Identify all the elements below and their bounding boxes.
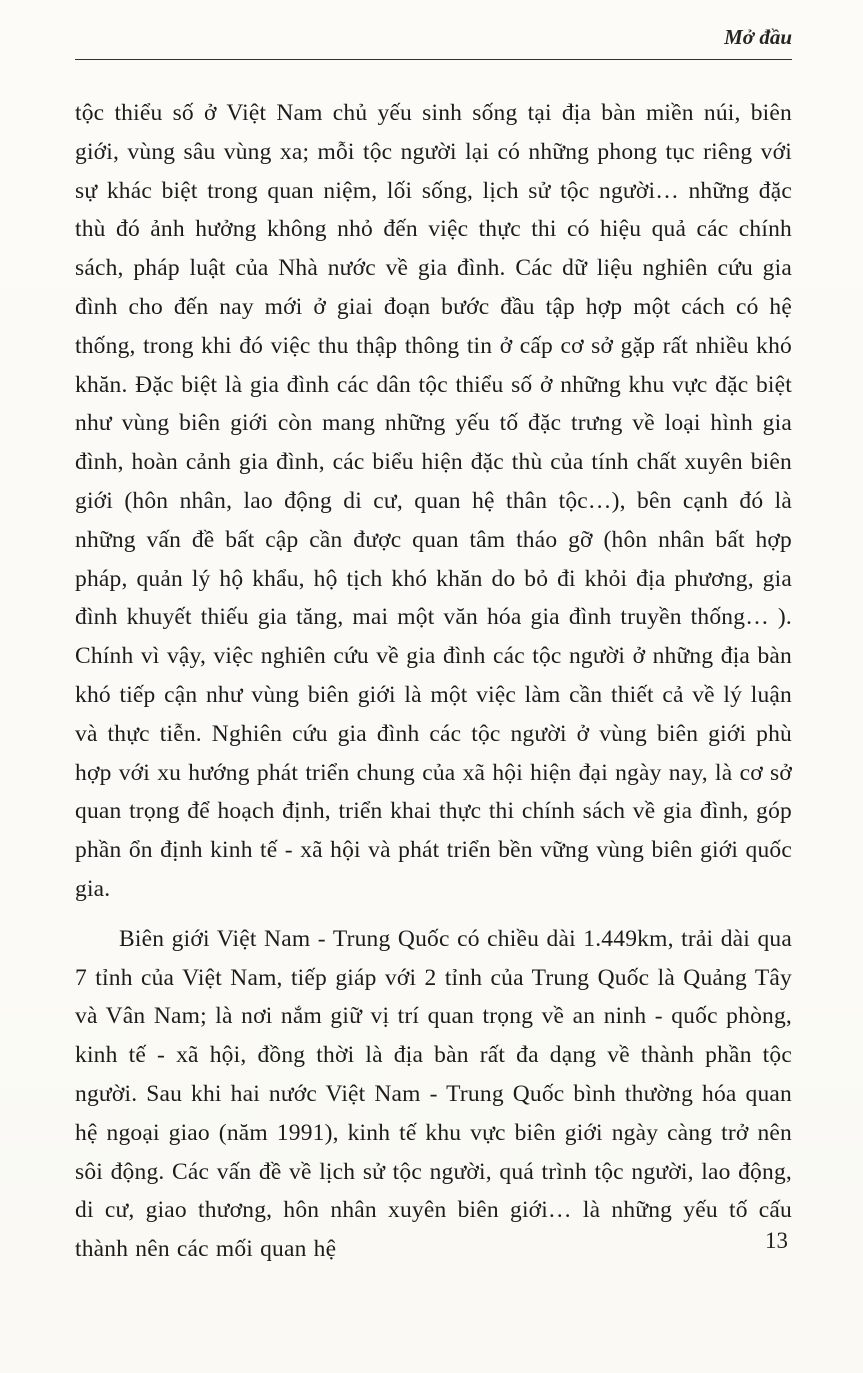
paragraph: tộc thiểu số ở Việt Nam chủ yếu sinh sống tại địa bàn miền núi, biên giới, vùng sâu vùng xa; mỗi tộc người lại có những phong tục riêng với sự khác biệt trong quan niệm, lối sống, lịch sử tộc người… những đặc thù đó ảnh hưởng không nhỏ đến việc thực thi có hiệu quả các chính sách, pháp luật của Nhà nước về gia đình. Các dữ liệu nghiên cứu gia đình cho đến nay mới ở giai đoạn bước đầu tập hợp một cách có hệ thống, trong khi đó việc thu thập thông tin ở cấp cơ sở gặp rất nhiều khó khăn. Đặc biệt là gia đình các dân tộc thiểu số ở những khu vực đặc biệt như vùng biên giới còn mang những yếu tố đặc trưng về loại hình gia đình, hoàn cảnh gia đình, các biểu hiện đặc thù của tính chất xuyên biên giới (hôn nhân, lao động di cư, quan hệ thân tộc…), bên cạnh đó là những vấn đề bất cập cần được quan tâm tháo gỡ (hôn nhân bất hợp pháp, quản lý hộ khẩu, hộ tịch khó khăn do bỏ đi khỏi địa phương, gia đình khuyết thiếu gia tăng, mai một văn hóa gia đình truyền thống… ). Chính vì vậy, việc nghiên cứu về gia đình các tộc người ở những địa bàn khó tiếp cận như vùng biên giới là một việc làm cần thiết cả về lý luận và thực tiễn. Nghiên cứu gia đình các tộc người ở vùng biên giới phù hợp với xu hướng phát triển chung của xã hội hiện đại ngày nay, là cơ sở quan trọng để hoạch định, triển khai thực thi chính sách về gia đình, góp phần ổn định kinh tế - xã hội và phát triển bền vững vùng biên giới quốc gia. bbox=[75, 100, 792, 902]
paragraph: Biên giới Việt Nam - Trung Quốc có chiều dài 1.449km, trải dài qua 7 tỉnh của Việt Nam, tiếp giáp với 2 tỉnh của Trung Quốc là Quảng Tây và Vân Nam; là nơi nắm giữ vị trí quan trọng về an ninh - quốc phòng, kinh tế - xã hội, đồng thời là địa bàn rất đa dạng về thành phần tộc người. Sau khi hai nước Việt Nam - Trung Quốc bình thường hóa quan hệ ngoại giao (năm 1991), kinh tế khu vực biên giới ngày càng trở nên sôi động. Các vấn đề về lịch sử tộc người, quá trình tộc người, lao động, di cư, giao thương, hôn nhân xuyên biên giới… là những yếu tố cấu thành nên các mối quan hệ bbox=[75, 925, 792, 1263]
running-header bbox=[75, 22, 792, 59]
page-body bbox=[75, 94, 792, 1269]
header-rule bbox=[75, 59, 792, 60]
running-header-title: Mở đầu bbox=[724, 25, 792, 49]
page-number: 13 bbox=[765, 1228, 788, 1253]
